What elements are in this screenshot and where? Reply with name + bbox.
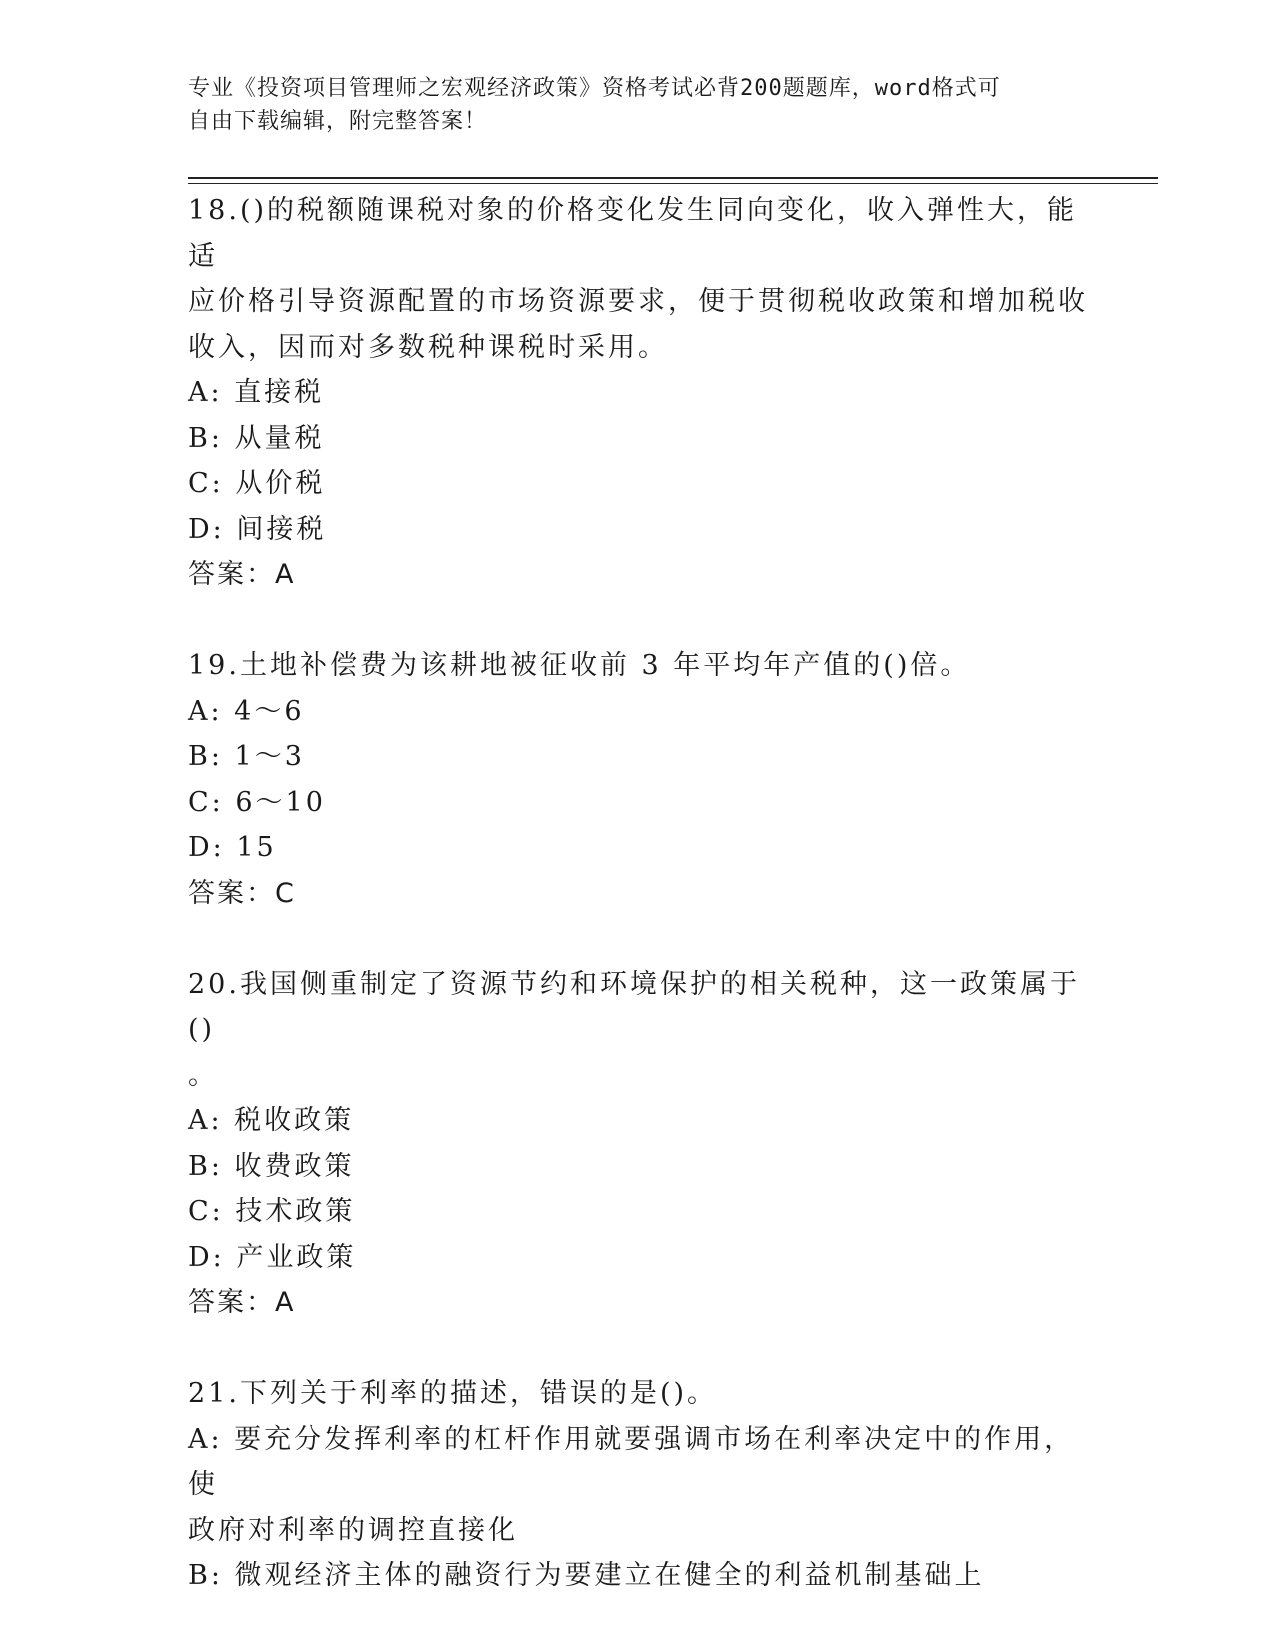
- option-a-continued: 政府对利率的调控直接化: [188, 1514, 518, 1546]
- option-a: A: 4～6: [188, 695, 305, 727]
- option-d: D: 产业政策: [188, 1241, 357, 1273]
- header-line-2: 自由下载编辑，附完整答案！: [188, 109, 488, 134]
- answer: 答案：A: [188, 1287, 296, 1318]
- question-stem-line: 21.下列关于利率的描述，错误的是()。: [188, 1378, 718, 1409]
- option-b: B: 微观经济主体的融资行为要建立在健全的利益机制基础上: [188, 1560, 985, 1591]
- question-19: [188, 643, 1088, 916]
- question-spacer: [188, 1326, 1088, 1372]
- option-a: A: 税收政策: [188, 1105, 355, 1136]
- question-stem-line: 应价格引导资源配置的市场资源要求，便于贯彻税收政策和增加税收: [188, 286, 1088, 317]
- header-line-1: 专业《投资项目管理师之宏观经济政策》资格考试必背200题题库，word格式可: [188, 76, 1001, 101]
- option-b: B: 1～3: [188, 741, 305, 772]
- question-20: [188, 962, 1088, 1326]
- answer: 答案：A: [188, 559, 296, 590]
- document-header: [188, 72, 1088, 138]
- header-divider-thick: [188, 177, 1158, 179]
- option-b: B: 收费政策: [188, 1150, 355, 1182]
- option-d: D: 间接税: [188, 513, 327, 545]
- option-c: C: 技术政策: [188, 1196, 356, 1227]
- option-c: C: 从价税: [188, 468, 326, 499]
- question-list: [188, 188, 1088, 1599]
- question-stem-line: 19.土地补偿费为该耕地被征收前 3 年平均年产值的()倍。: [188, 650, 971, 681]
- option-b: B: 从量税: [188, 422, 325, 454]
- question-stem-line: 18.()的税额随课税对象的价格变化发生同向变化，收入弹性大，能适: [188, 195, 1078, 272]
- question-spacer: [188, 916, 1088, 962]
- option-a: A: 要充分发挥利率的杠杆作用就要强调市场在利率决定中的作用，使: [188, 1423, 1075, 1500]
- answer: 答案：C: [188, 877, 296, 909]
- option-c: C: 6～10: [188, 786, 326, 818]
- question-spacer: [188, 598, 1088, 644]
- question-stem-line: 。: [188, 1059, 218, 1091]
- question-stem-line: 20.我国侧重制定了资源节约和环境保护的相关税种，这一政策属于(): [188, 968, 1080, 1045]
- option-d: D: 15: [188, 832, 277, 863]
- header-divider-thin: [188, 183, 1158, 184]
- question-21: [188, 1371, 1088, 1599]
- question-stem-line: 收入，因而对多数税种课税时采用。: [188, 331, 668, 363]
- question-18: [188, 188, 1088, 598]
- option-a: A: 直接税: [188, 377, 325, 408]
